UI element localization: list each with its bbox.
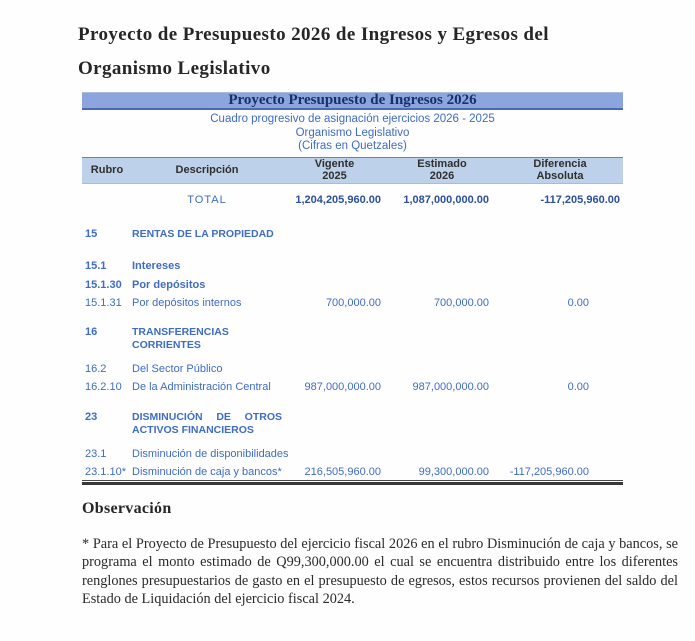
total-label: TOTAL [187,193,227,206]
row-rubro-code: 15.1.30 [85,278,122,291]
total-estimado-value: 1,087,000,000.00 [403,193,489,206]
observation-heading: Observación [82,500,172,517]
row-vigente-value: 700,000.00 [325,296,381,309]
table-subtitles [82,110,623,154]
column-header-rubro: Rubro [90,164,124,176]
total-vigente-value: 1,204,205,960.00 [295,193,381,206]
row-descripcion: Intereses [132,259,181,272]
row-estimado-value: 99,300,000.00 [418,465,489,478]
column-header-vigente: Vigente 2025 [314,158,355,182]
row-descripcion: Disminución de caja y bancos* [132,465,282,478]
table-header-row [82,157,623,184]
page-title [0,0,695,86]
table-row [82,297,623,310]
table-row [82,260,623,273]
row-descripcion: Disminución de disponibilidades [132,447,289,460]
row-rubro-code: 23 [85,410,98,423]
row-rubro-code: 16 [85,325,98,338]
row-descripcion: De la Administración Central [132,380,271,393]
row-diferencia-value: 0.00 [567,296,589,309]
row-rubro-code: 23.1 [85,447,107,460]
table-subtitle-progressive: Cuadro progresivo de asignación ejercicios 2026 - 2025 [210,113,495,125]
table-row [82,326,623,352]
observation-paragraph: * Para el Proyecto de Presupuesto del ejercicio fiscal 2026 en el rubro Disminución de caja y bancos, se programa el monto estimado de Q99,300,000.00 el cual se encuentra distribuido entre los diferentes renglones presupuestarios de gasto en el presupuesto de egresos, estos recursos provienen del saldo del Estado de Liquidación del ejercicio fiscal 2024. [82,536,678,608]
row-rubro-code: 15 [85,227,98,240]
row-descripcion: Del Sector Público [132,362,223,375]
table-row [82,448,623,461]
row-rubro-code: 23.1.10* [85,465,126,478]
total-diferencia-value: -117,205,960.00 [540,193,620,206]
table-row [82,363,623,376]
row-descripcion: DISMINUCIÓN DE OTROS ACTIVOS FINANCIEROS [132,410,282,436]
observation-section [82,500,678,609]
table-row [82,466,623,481]
table-row [82,411,623,437]
row-descripcion: Por depósitos [132,278,206,291]
table-subtitle-entity: Organismo Legislativo [295,126,410,139]
table-banner-title: Proyecto Presupuesto de Ingresos 2026 [82,92,623,110]
row-estimado-value: 700,000.00 [433,296,489,309]
budget-table [82,92,623,485]
row-descripcion: Por depósitos internos [132,296,242,309]
table-subtitle-currency: (Cifras en Quetzales) [298,140,407,152]
column-header-diferencia: Diferencia Absoluta [533,158,587,182]
page-title-line2: Organismo Legislativo [78,58,271,79]
row-vigente-value: 987,000,000.00 [304,380,381,393]
row-diferencia-value: 0.00 [567,380,589,393]
row-descripcion: TRANSFERENCIAS CORRIENTES [132,325,229,351]
row-rubro-code: 15.1 [85,259,107,272]
row-diferencia-value: -117,205,960.00 [509,465,589,478]
table-total-row [82,194,623,206]
table-bottom-rule [82,481,623,485]
table-row [82,228,623,241]
row-rubro-code: 16.2 [85,362,107,375]
table-row [82,381,623,394]
column-header-descripcion: Descripción [175,164,239,176]
table-body-rows [82,228,623,481]
row-vigente-value: 216,505,960.00 [304,465,381,478]
table-row [82,279,623,292]
column-header-estimado: Estimado 2026 [417,158,467,182]
row-descripcion: RENTAS DE LA PROPIEDAD [132,227,274,240]
row-rubro-code: 16.2.10 [85,380,122,393]
row-estimado-value: 987,000,000.00 [412,380,489,393]
row-rubro-code: 15.1.31 [85,296,122,309]
page-title-line1: Proyecto de Presupuesto 2026 de Ingresos y Egresos del [78,24,549,45]
